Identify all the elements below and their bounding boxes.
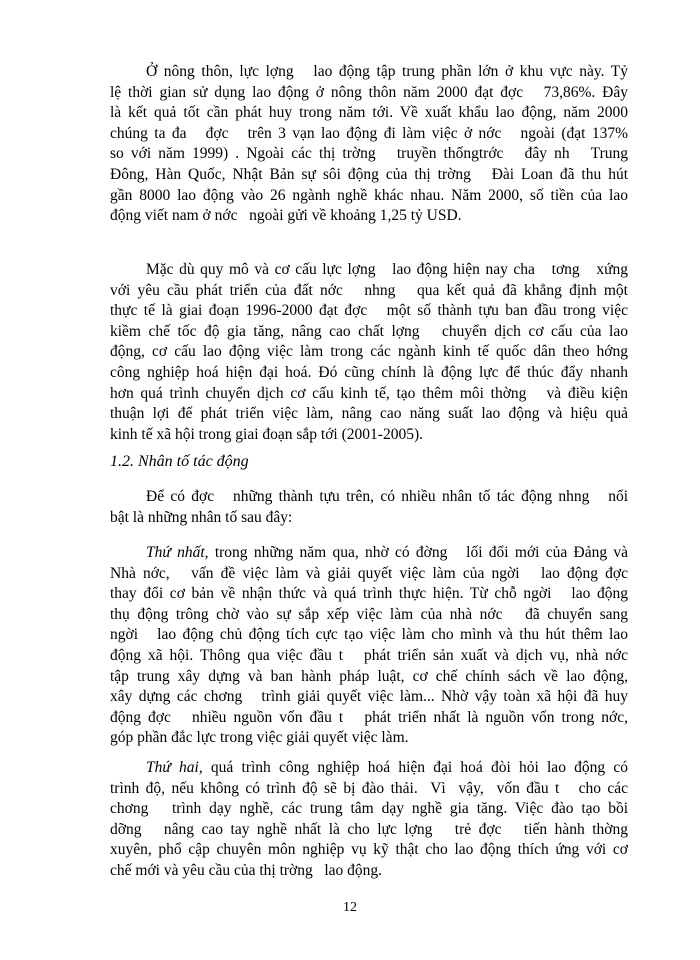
text-line: lệ thời gian sử dụng lao động ở nông thôn năm 2000 đạt đợc 73,86%. Đây (110, 83, 628, 101)
page-number: 12 (343, 900, 357, 915)
text-line (110, 758, 628, 779)
paragraph-labor-structure (110, 260, 628, 445)
text-line: Mặc dù quy mô và cơ cấu lực lợng lao động hiện nay cha tơng xứng (146, 261, 628, 278)
text-line: bật là những nhân tố sau đây: (110, 508, 293, 526)
text-line: công nghiệp hoá hiện đại hoá. Đó cũng chính là động lực để thúc đẩy nhanh (110, 363, 628, 381)
paragraph-first-factor (110, 543, 628, 749)
paragraph-rural-labor (110, 62, 628, 227)
text-line: động đợc nhiều nguồn vốn đầu t phát triển nhất là nguồn vốn trong nớc, (110, 708, 628, 726)
text-line: Để có đợc những thành tựu trên, có nhiều nhân tố tác động nhng nổi (146, 488, 628, 505)
text-line: trình độ, nếu không có trình độ sẽ bị đào thải. Vì vậy, vốn đầu t cho các (110, 779, 628, 797)
text-line: xuyên, phổ cập chuyên môn nghiệp vụ kỹ thật cho lao động thích ứng với cơ (110, 841, 628, 859)
text-line: động, cơ cấu lao động việc làm trong các ngành kinh tế quốc dân theo hớng (110, 343, 628, 361)
text-line: thực tế là giai đoạn 1996-2000 đạt đợc một số thành tựu ban đầu trong việc (110, 302, 628, 320)
lead-term: Thứ nhất, (146, 544, 209, 561)
text-line: xây dựng các chơng trình giải quyết việc làm... Nhờ vậy toàn xã hội đã huy (110, 688, 628, 706)
text-line: động viết nam ở nớc ngoài gửi về khoảng 1,25 tỷ USD. (110, 207, 462, 225)
text-line: động xã hội. Thông qua việc đầu t phát triển sản xuất và dịch vụ, nhà nớc (110, 646, 628, 664)
paragraph-second-factor (110, 758, 628, 882)
text-line (110, 543, 628, 564)
text-line: thay đổi cơ bản về nhận thức và quá trình thực hiện. Từ chỗ ngời lao động (110, 585, 628, 603)
text-line: Ở nông thôn, lực lợng lao động tập trung phần lớn ở khu vực này. Tỷ (146, 63, 628, 80)
section-heading: 1.2. Nhân tố tác động (110, 453, 249, 470)
text-fragment: trong những năm qua, nhờ có đờng lối đổi mới của Đảng và (208, 544, 628, 561)
paragraph-factors-intro (110, 487, 628, 528)
text-line: dỡng nâng cao tay nghề nhất là cho lực lợng trẻ đợc tiến hành thờng (110, 820, 628, 838)
text-line: góp phần đắc lực trong việc giải quyết việc làm. (110, 729, 409, 747)
text-line: thụ động trông chờ vào sự sắp xếp việc làm của nhà nớc đã chuyển sang (110, 605, 628, 623)
text-line: hơn quá trình chuyển dịch cơ cấu kinh tế, tạo thêm môi thờng và điều kiện (110, 384, 628, 402)
text-line: ngời lao động chủ động tích cực tạo việc làm cho mình và thu hút thêm lao (110, 626, 628, 644)
text-line: với yêu cầu phát triển của đất nớc nhng qua kết quả đã khẳng định một (110, 281, 628, 299)
text-line: chế mới và yêu cầu của thị trờng lao động. (110, 861, 383, 879)
text-line: tập trung xây dựng và ban hành pháp luật, cơ chế chính sách về lao động, (110, 667, 628, 685)
text-line: so với năm 1999) . Ngoài các thị trờng truyền thốngtrớc đây nh Trung (110, 145, 628, 163)
text-line: gần 8000 lao động vào 26 ngành nghề khác nhau. Năm 2000, số tiền của lao (110, 186, 628, 204)
text-line: chơng trình dạy nghề, các trung tâm dạy nghề gia tăng. Việc đào tạo bồi (110, 800, 628, 818)
text-line: chúng ta đa đợc trên 3 vạn lao động đi làm việc ở nớc ngoài (đạt 137% (110, 124, 628, 142)
text-line: Nhà nớc, vấn đề việc làm và giải quyết việc làm của ngời lao động đợc (110, 564, 628, 582)
text-line: kiềm chế tốc độ gia tăng, nâng cao chất lợng chuyển dịch cơ cấu của lao (110, 322, 628, 340)
text-line: thuận lợi để phát triển việc làm, nâng cao năng suất lao động và hiệu quả (110, 405, 628, 423)
lead-term: Thứ hai, (146, 759, 203, 776)
text-fragment: quá trình công nghiệp hoá hiện đại hoá đòi hỏi lao động có (202, 759, 628, 776)
text-line: kinh tế xã hội trong giai đoạn sắp tới (2001-2005). (110, 425, 423, 443)
text-line: Đông, Hàn Quốc, Nhật Bản sự sôi động của thị trờng Đài Loan đã thu hút (110, 165, 628, 183)
text-line: là kết quả tốt cần phát huy trong năm tới. Về xuất khẩu lao động, năm 2000 (110, 104, 628, 122)
